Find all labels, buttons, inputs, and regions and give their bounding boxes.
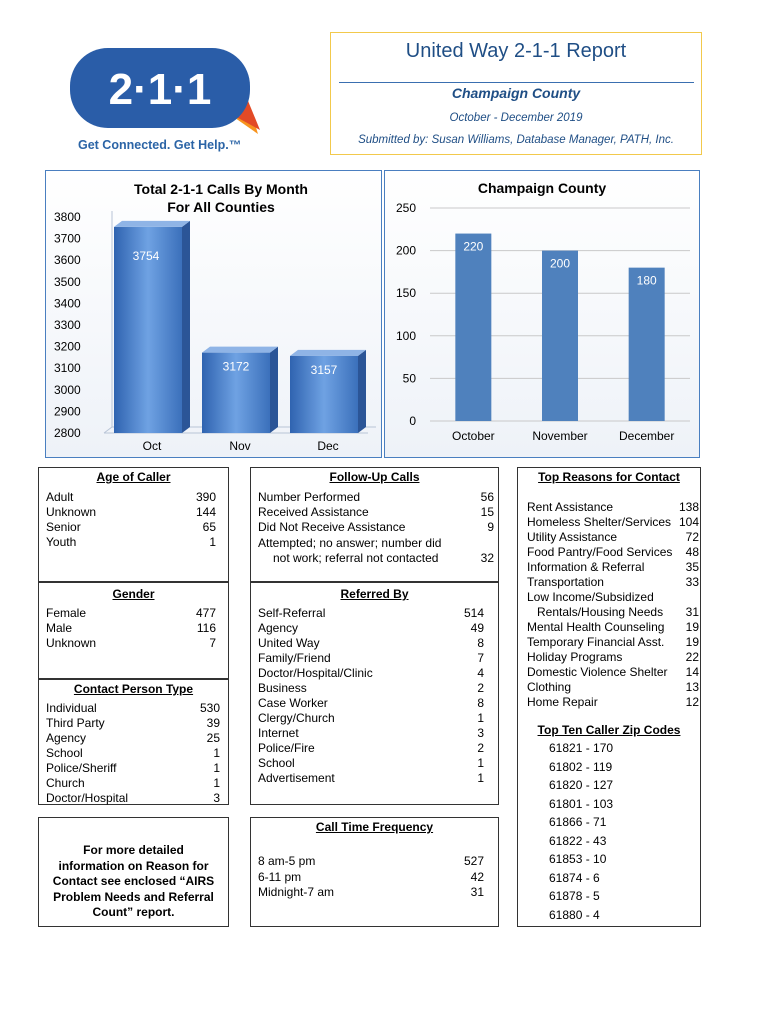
- gender-label: Unknown: [46, 636, 97, 650]
- more-info-line: information on Reason for: [58, 858, 209, 873]
- followup-value: 15: [480, 505, 494, 519]
- referral-source-label: United Way: [258, 636, 320, 650]
- reason-value: 48: [685, 545, 699, 559]
- more-info-line: Problem Needs and Referral: [53, 889, 214, 904]
- contact-type-label: Third Party: [46, 716, 105, 730]
- call-time-title: Call Time Frequency: [315, 820, 434, 834]
- referral-source-value: 1: [477, 771, 484, 785]
- reason-label: Clothing: [527, 680, 572, 694]
- reason-label: Low Income/Subsidized: [527, 590, 654, 604]
- bar-november: [542, 251, 578, 421]
- referral-source-label: Family/Friend: [258, 651, 331, 665]
- more-info-box: [38, 817, 229, 927]
- gender-value: 7: [209, 636, 216, 650]
- y-tick-label: 3300: [54, 318, 81, 332]
- referral-source-value: 2: [477, 681, 484, 695]
- reason-value: 22: [685, 650, 699, 664]
- contact-type-label: Church: [46, 776, 85, 790]
- reason-value: 72: [685, 530, 699, 544]
- referral-source-value: 1: [477, 756, 484, 770]
- referral-source-label: Agency: [258, 621, 299, 635]
- top-reasons-box: [517, 467, 701, 927]
- contact-type-label: Agency: [46, 731, 87, 745]
- call-time-value: 31: [470, 885, 484, 899]
- reason-label: Home Repair: [527, 695, 598, 709]
- chart-title-line-2: For All Counties: [167, 199, 275, 215]
- follow-up-calls-title: Follow-Up Calls: [329, 470, 420, 484]
- y-tick-label: 3700: [54, 231, 81, 246]
- x-tick-label: Dec: [317, 439, 339, 453]
- gender-value: 116: [196, 621, 216, 635]
- age-of-caller-box: [38, 467, 229, 582]
- call-time-value: 42: [470, 869, 484, 884]
- zip-code-item: 61802 - 119: [549, 759, 613, 774]
- contact-person-type-title: Contact Person Type: [73, 682, 194, 696]
- contact-person-type-box: [38, 679, 229, 805]
- reason-label: Rent Assistance: [527, 500, 614, 514]
- contact-type-label: Police/Sheriff: [46, 761, 117, 775]
- age-of-caller-title: Age of Caller: [96, 470, 171, 484]
- reason-value: 19: [685, 635, 699, 649]
- contact-type-value: 39: [206, 716, 220, 730]
- zip-code-item: 61822 - 43: [549, 833, 607, 848]
- bar-value-label: 3157: [310, 362, 338, 377]
- y-tick-label: 3000: [54, 382, 81, 397]
- contact-type-value: 1: [213, 761, 220, 775]
- y-tick-label: 3200: [54, 339, 81, 354]
- bar-value-label: 220: [463, 239, 484, 254]
- gender-label: Female: [46, 606, 87, 620]
- y-tick-label: 150: [395, 286, 416, 301]
- referral-source-label: Police/Fire: [258, 741, 315, 755]
- more-info-line: Count” report.: [92, 905, 175, 919]
- y-tick-label: 3800: [54, 210, 81, 224]
- chart-champaign-plot: [385, 171, 701, 459]
- referral-source-label: Internet: [258, 726, 299, 740]
- y-tick-label: 3100: [54, 361, 81, 376]
- followup-value: 56: [480, 490, 494, 504]
- followup-value: 9: [487, 520, 494, 534]
- age-label: Youth: [46, 535, 77, 549]
- bar-value-label: 3172: [222, 359, 250, 374]
- x-tick-label: Oct: [142, 439, 162, 453]
- x-tick-label: November: [532, 429, 588, 443]
- age-label: Unknown: [46, 505, 97, 519]
- bar-value-label: 3754: [132, 248, 160, 263]
- y-tick-label: 0: [409, 414, 416, 428]
- referral-source-label: Advertisement: [258, 771, 335, 785]
- reason-value: 104: [678, 515, 699, 529]
- gender-label: Male: [46, 621, 73, 635]
- referral-source-value: 2: [477, 741, 484, 755]
- age-value: 65: [202, 520, 216, 534]
- call-time-box: [250, 817, 499, 927]
- chart-total-calls: [45, 170, 382, 458]
- report-period: October - December 2019: [449, 112, 583, 124]
- contact-type-label: School: [46, 746, 83, 760]
- zip-code-item: 61866 - 71: [549, 815, 607, 829]
- referred-by-title: Referred By: [340, 587, 409, 601]
- bar-top: [114, 221, 190, 227]
- followup-label: Number Performed: [258, 490, 361, 504]
- reason-value: 19: [685, 620, 699, 634]
- followup-label: Received Assistance: [258, 505, 369, 519]
- speech-bubble-logo-icon: [68, 46, 268, 141]
- referred-by-box: [250, 582, 499, 805]
- bar-value-label: 200: [549, 256, 571, 271]
- y-tick-label: 100: [395, 328, 416, 343]
- reason-label: Utility Assistance: [527, 530, 618, 544]
- top-reasons-title: Top Reasons for Contact: [538, 470, 680, 484]
- attempted-label-1: Attempted; no answer; number did: [258, 536, 442, 550]
- attempted-value: 32: [480, 551, 494, 565]
- reason-label: Mental Health Counseling: [527, 620, 665, 634]
- referral-source-value: 49: [470, 621, 484, 635]
- county-name: Champaign County: [451, 85, 581, 101]
- reason-value: 14: [685, 665, 699, 679]
- referral-source-label: Doctor/Hospital/Clinic: [258, 666, 373, 680]
- x-tick-label: Nov: [229, 439, 251, 453]
- contact-type-label: Individual: [46, 701, 97, 715]
- reason-label: Holiday Programs: [527, 650, 623, 664]
- contact-type-value: 3: [213, 791, 220, 805]
- y-tick-label: 3400: [54, 296, 81, 311]
- bar-side: [182, 221, 190, 433]
- x-tick-label: October: [451, 429, 495, 443]
- referral-source-value: 3: [477, 726, 484, 740]
- reason-label: Information & Referral: [527, 560, 645, 574]
- age-value: 1: [209, 535, 216, 549]
- follow-up-calls-box: [250, 467, 499, 582]
- reason-value: 35: [685, 560, 699, 574]
- referral-source-value: 8: [477, 696, 484, 710]
- referral-source-value: 4: [477, 666, 484, 680]
- age-value: 144: [195, 505, 216, 519]
- report-title: United Way 2-1-1 Report: [405, 40, 627, 62]
- contact-type-value: 25: [206, 731, 220, 745]
- referral-source-label: School: [258, 756, 295, 770]
- y-tick-label: 250: [395, 201, 416, 215]
- chart-champaign: [384, 170, 700, 458]
- referral-source-value: 7: [477, 651, 484, 665]
- age-label: Senior: [46, 520, 81, 534]
- reason-value: 33: [685, 575, 699, 589]
- reason-label: Homeless Shelter/Services: [527, 515, 672, 529]
- reason-label: Domestic Violence Shelter: [527, 665, 668, 679]
- reason-value: 31: [685, 605, 699, 619]
- zip-code-item: 61853 - 10: [549, 852, 607, 866]
- zip-code-item: 61874 - 6: [549, 870, 600, 885]
- referral-source-label: Case Worker: [258, 696, 328, 710]
- referral-source-label: Clergy/Church: [258, 711, 335, 725]
- submitted-by: Submitted by: Susan Williams, Database Manager, PATH, Inc.: [358, 134, 674, 146]
- title-divider: [339, 82, 694, 83]
- y-tick-label: 3600: [54, 253, 81, 268]
- reason-label: Temporary Financial Asst.: [527, 635, 665, 649]
- gender-value: 477: [195, 606, 216, 620]
- y-tick-label: 2900: [54, 404, 81, 419]
- floor-edge: [104, 427, 112, 433]
- gender-title: Gender: [112, 587, 155, 601]
- bar-side: [358, 350, 366, 433]
- logo-mark: 2·1·1: [108, 65, 212, 114]
- reason-label: Food Pantry/Food Services: [527, 545, 673, 559]
- logo-tagline: Get Connected. Get Help.™: [78, 138, 242, 152]
- zip-code-item: 61801 - 103: [549, 796, 614, 811]
- contact-type-value: 530: [199, 701, 220, 715]
- call-time-label: Midnight-7 am: [258, 885, 335, 899]
- attempted-label-2: not work; referral not contacted: [273, 551, 439, 565]
- referral-source-label: Self-Referral: [258, 606, 326, 620]
- call-time-value: 527: [463, 854, 484, 868]
- bar-october: [455, 234, 491, 421]
- zip-code-item: 61821 - 170: [549, 741, 614, 755]
- referral-source-value: 514: [463, 606, 484, 620]
- referral-source-label: Business: [258, 681, 307, 695]
- contact-type-value: 1: [213, 746, 220, 760]
- reason-label: Rentals/Housing Needs: [527, 605, 664, 619]
- bar-value-label: 180: [636, 273, 657, 288]
- bar-side: [270, 347, 278, 433]
- age-label: Adult: [46, 490, 74, 504]
- followup-label: Did Not Receive Assistance: [258, 520, 406, 534]
- zip-code-item: 61878 - 5: [549, 889, 600, 903]
- referral-source-value: 1: [477, 711, 484, 725]
- chart-title-line-1: Total 2-1-1 Calls By Month: [134, 181, 308, 197]
- gender-box: [38, 582, 229, 679]
- y-tick-label: 200: [395, 243, 416, 258]
- y-tick-label: 3500: [54, 274, 81, 289]
- contact-type-label: Doctor/Hospital: [46, 791, 129, 805]
- reason-label: Transportation: [527, 575, 604, 589]
- zip-codes-title: Top Ten Caller Zip Codes: [537, 723, 681, 737]
- y-tick-label: 2800: [54, 426, 81, 440]
- call-time-label: 8 am-5 pm: [258, 854, 316, 868]
- zip-code-item: 61820 - 127: [549, 778, 614, 792]
- referral-source-value: 8: [477, 636, 484, 650]
- reason-value: 138: [678, 500, 699, 514]
- age-value: 390: [195, 490, 216, 504]
- reason-value: 13: [685, 680, 699, 694]
- y-tick-label: 50: [402, 371, 416, 386]
- chart-total-calls-plot: [46, 171, 383, 459]
- x-tick-label: December: [618, 429, 675, 443]
- chart-champaign-title: Champaign County: [477, 180, 607, 196]
- bar-december: [629, 268, 665, 421]
- bar-top: [202, 347, 278, 353]
- zip-code-item: 61880 - 4: [549, 907, 600, 922]
- contact-type-value: 1: [213, 776, 220, 790]
- reason-value: 12: [685, 695, 699, 709]
- more-info-line: For more detailed: [83, 843, 184, 857]
- more-info-line: Contact see enclosed “AIRS: [52, 874, 215, 888]
- bar-top: [290, 350, 366, 356]
- report-header: [330, 32, 702, 155]
- call-time-label: 6-11 pm: [258, 869, 302, 884]
